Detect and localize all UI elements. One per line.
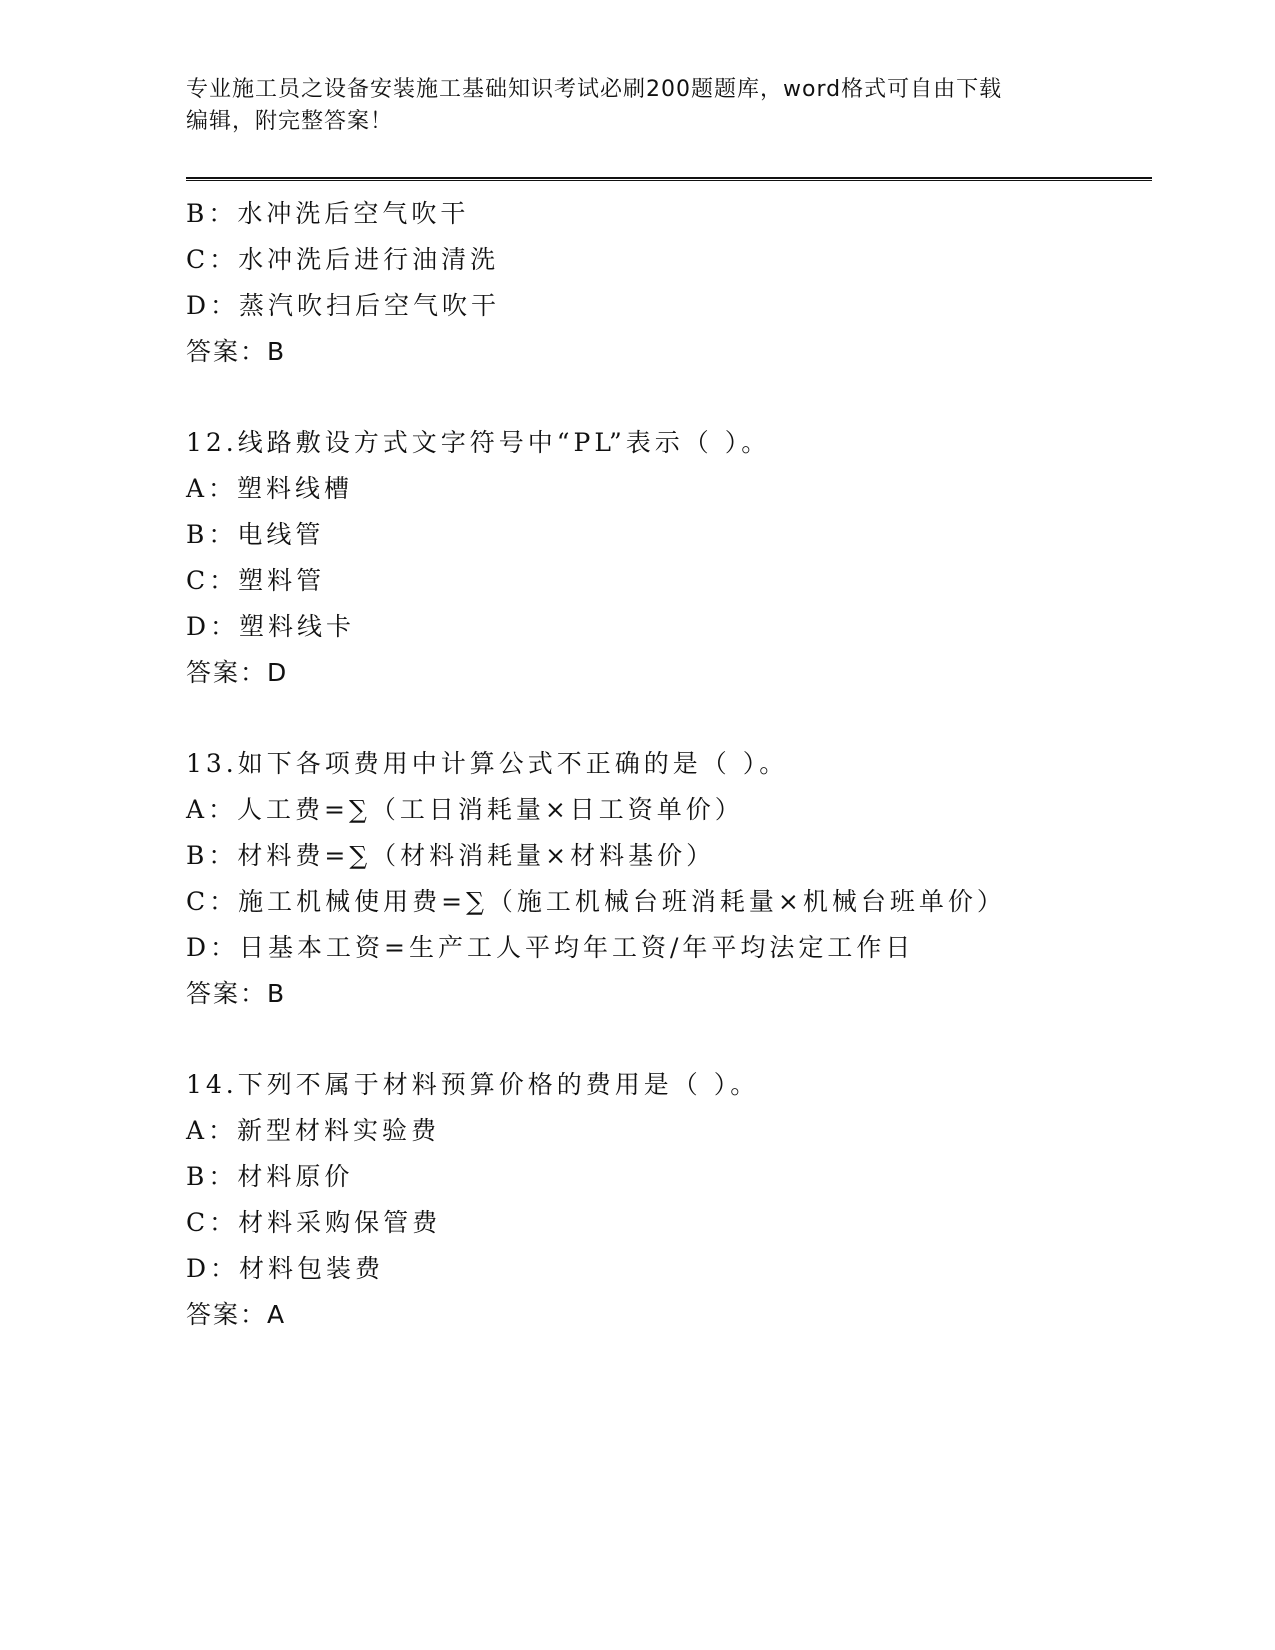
header-divider xyxy=(186,177,1152,181)
question-13 xyxy=(186,741,1146,1017)
question-text: 13.如下各项费用中计算公式不正确的是（ ）。 xyxy=(186,749,789,778)
answer: 答案：B xyxy=(186,337,287,366)
question-text: 14.下列不属于材料预算价格的费用是（ ）。 xyxy=(186,1070,760,1099)
option-c: C：施工机械使用费=∑（施工机械台班消耗量×机械台班单价） xyxy=(186,887,1006,916)
option-c: C：水冲洗后进行油清洗 xyxy=(186,245,500,274)
question-text: 12.线路敷设方式文字符号中“PL”表示（ ）。 xyxy=(186,428,771,457)
option-a: A：新型材料实验费 xyxy=(186,1116,441,1145)
option-d: D：日基本工资=生产工人平均年工资/年平均法定工作日 xyxy=(186,933,915,962)
option-d: D：蒸汽吹扫后空气吹干 xyxy=(186,291,501,320)
option-c: C：材料采购保管费 xyxy=(186,1208,442,1237)
option-b: B：材料费=∑（材料消耗量×材料基价） xyxy=(186,841,716,870)
page-header xyxy=(186,74,1066,138)
question-11 xyxy=(186,191,1146,375)
option-b: B：材料原价 xyxy=(186,1162,354,1191)
option-a: A：人工费=∑（工日消耗量×日工资单价） xyxy=(186,795,744,824)
answer: 答案：B xyxy=(186,979,287,1008)
question-list xyxy=(186,191,1146,1338)
question-14 xyxy=(186,1062,1146,1338)
header-title-line-1: 专业施工员之设备安装施工基础知识考试必刷200题题库，word格式可自由下载 xyxy=(186,77,1003,102)
answer: 答案：D xyxy=(186,658,289,687)
header-title-line-2: 编辑，附完整答案！ xyxy=(186,109,394,134)
option-d: D：材料包装费 xyxy=(186,1254,385,1283)
option-b: B：水冲洗后空气吹干 xyxy=(186,199,470,228)
option-b: B：电线管 xyxy=(186,520,325,549)
option-a: A：塑料线槽 xyxy=(186,474,354,503)
option-c: C：塑料管 xyxy=(186,566,326,595)
option-d: D：塑料线卡 xyxy=(186,612,356,641)
answer: 答案：A xyxy=(186,1300,287,1329)
question-12 xyxy=(186,420,1146,696)
